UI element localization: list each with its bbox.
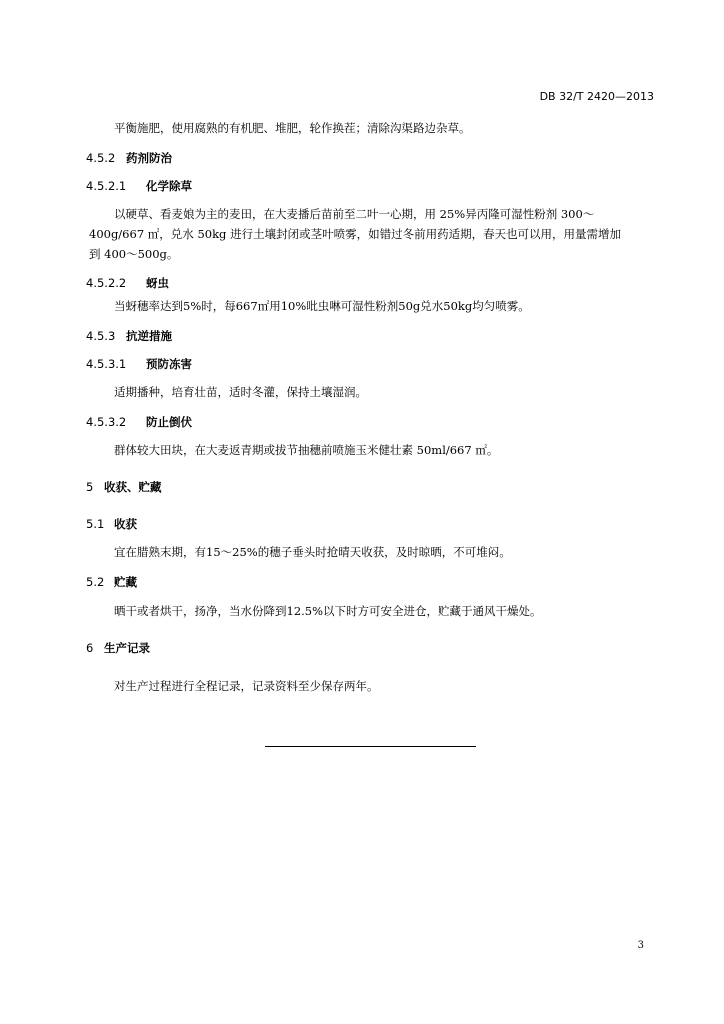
heading-4-5-2-2: [86, 275, 169, 291]
heading-5: [86, 479, 162, 495]
heading-4-5-3: [86, 328, 172, 344]
paragraph-harvest: 宜在腊熟末期，有15～25%的穗子垂头时抢晴天收获，及时晾晒，不可堆闷。: [114, 545, 511, 559]
heading-title: 贮藏: [114, 575, 137, 589]
heading-number: 4.5.3.1: [86, 357, 127, 371]
paragraph-storage: 晒干或者烘干，扬净，当水份降到12.5%以下时方可安全进仓，贮藏于通风干燥处。: [114, 604, 542, 618]
heading-4-5-3-1: [86, 356, 192, 372]
heading-5-1: [86, 516, 137, 532]
heading-title: 蚜虫: [146, 276, 169, 290]
end-rule: [265, 746, 476, 747]
standard-number: DB 32/T 2420—2013: [539, 90, 654, 103]
paragraph-frost: 适期播种，培育壮苗，适时冬灌，保持土壤湿润。: [114, 385, 367, 399]
heading-6: [86, 640, 150, 656]
heading-title: 收获: [114, 517, 137, 531]
heading-title: 药剂防治: [126, 151, 172, 165]
paragraph-aphid: 当蚜穗率达到5%时，每667㎡用10%吡虫啉可湿性粉剂50g兑水50kg均匀喷雾。: [114, 299, 530, 313]
heading-4-5-2-1: [86, 178, 192, 194]
heading-number: 4.5.3.2: [86, 415, 127, 429]
heading-number: 4.5.2.2: [86, 276, 127, 290]
heading-4-5-3-2: [86, 414, 192, 430]
paragraph-records: 对生产过程进行全程记录，记录资料至少保存两年。: [114, 679, 379, 693]
heading-number: 4.5.2.1: [86, 179, 127, 193]
heading-number: 5.2: [86, 575, 105, 589]
heading-title: 化学除草: [146, 179, 192, 193]
heading-title: 收获、贮藏: [104, 480, 162, 494]
paragraph-weeding-line2: 400g/667 ㎡，兑水 50kg 进行土壤封闭或茎叶喷雾，如错过冬前用药适期，春天也可以用，用量需增加: [89, 227, 622, 241]
heading-number: 4.5.2: [86, 151, 116, 165]
heading-4-5-2: [86, 150, 172, 166]
heading-title: 防止倒伏: [146, 415, 192, 429]
heading-number: 5.1: [86, 517, 105, 531]
paragraph-lodging: 群体较大田块，在大麦返青期或拔节抽穗前喷施玉米健壮素 50ml/667 ㎡。: [114, 443, 499, 457]
heading-5-2: [86, 574, 137, 590]
paragraph-sanitation: 平衡施肥，使用腐熟的有机肥、堆肥，轮作换茬；清除沟渠路边杂草。: [114, 121, 471, 135]
paragraph-weeding-line1: 以硬草、看麦娘为主的麦田，在大麦播后苗前至二叶一心期，用 25%异丙隆可湿性粉剂 300～: [114, 207, 595, 221]
heading-number: 6: [86, 641, 94, 655]
heading-title: 预防冻害: [146, 357, 192, 371]
heading-title: 抗逆措施: [126, 329, 172, 343]
heading-number: 5: [86, 480, 94, 494]
heading-number: 4.5.3: [86, 329, 116, 343]
paragraph-weeding-line3: 到 400～500g。: [89, 247, 179, 261]
page-number: 3: [637, 940, 644, 951]
heading-title: 生产记录: [104, 641, 150, 655]
